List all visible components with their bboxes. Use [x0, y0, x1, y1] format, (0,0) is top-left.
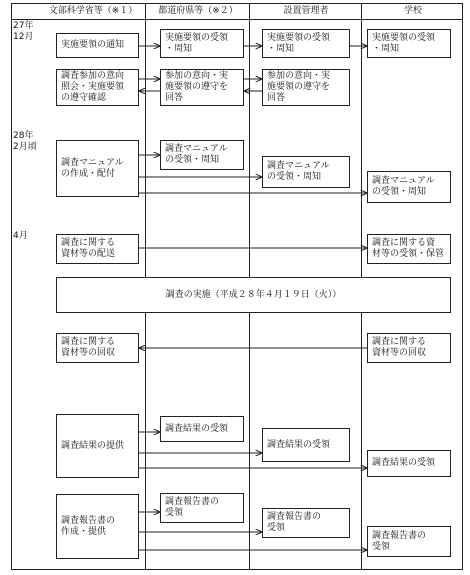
box-survey-implementation: 調査の実施（平成２８年４月１９日（火）） [56, 277, 451, 313]
box-school-results: 調査結果の受領 [367, 450, 451, 477]
box-school-materials: 調査に関する資 材等の受領・保管 [367, 234, 451, 264]
box-pref-intent: 参加の意向・実 施要領の遵守を 回答 [160, 69, 244, 106]
box-school-manual: 調査マニュアル の受領・周知 [367, 171, 451, 203]
box-mext-report: 調査報告書の 作成・提供 [56, 494, 139, 559]
header-administrator: 設置管理者 [283, 6, 329, 16]
box-pref-results: 調査結果の受領 [160, 416, 244, 442]
date-label-feb: 28年 2月頃 [13, 131, 37, 152]
box-pref-manual: 調査マニュアル の受領・周知 [160, 140, 244, 170]
box-school-receive: 実施要領の受領 ・周知 [367, 29, 451, 58]
box-mext-notice: 実施要領の通知 [56, 33, 139, 58]
date-label-dec: 27年 12月 [13, 21, 34, 42]
box-mext-intent: 調査参加の意向 照会・実施要領 の遵守確認 [56, 69, 139, 106]
header-mext: 文部科学省等（※１） [48, 6, 138, 16]
box-mext-collect: 調査に関する 資材等の回収 [56, 333, 139, 363]
box-school-report: 調査報告書の 受領 [367, 526, 451, 557]
date-label-apr: 4月 [13, 231, 28, 241]
header-school: 学校 [403, 6, 422, 16]
box-admin-manual: 調査マニュアル の受領・周知 [262, 156, 350, 188]
box-admin-intent: 参加の意向・実 施要領の遵守を 回答 [262, 69, 350, 106]
box-mext-results: 調査結果の提供 [56, 414, 139, 478]
box-mext-materials: 調査に関する 資材等の配送 [56, 234, 139, 264]
box-admin-report: 調査報告書の 受領 [262, 508, 350, 538]
box-admin-receive: 実施要領の受領 ・周知 [262, 29, 350, 58]
box-mext-manual: 調査マニュアル の作成・配付 [56, 140, 139, 197]
box-admin-results: 調査結果の受領 [262, 428, 350, 462]
box-school-collect: 調査に関する 資材等の回収 [367, 333, 451, 363]
box-pref-receive: 実施要領の受領 ・周知 [160, 29, 244, 58]
box-pref-report: 調査報告書の 受領 [160, 493, 244, 523]
header-prefecture: 都道府県等（※２） [158, 6, 238, 16]
